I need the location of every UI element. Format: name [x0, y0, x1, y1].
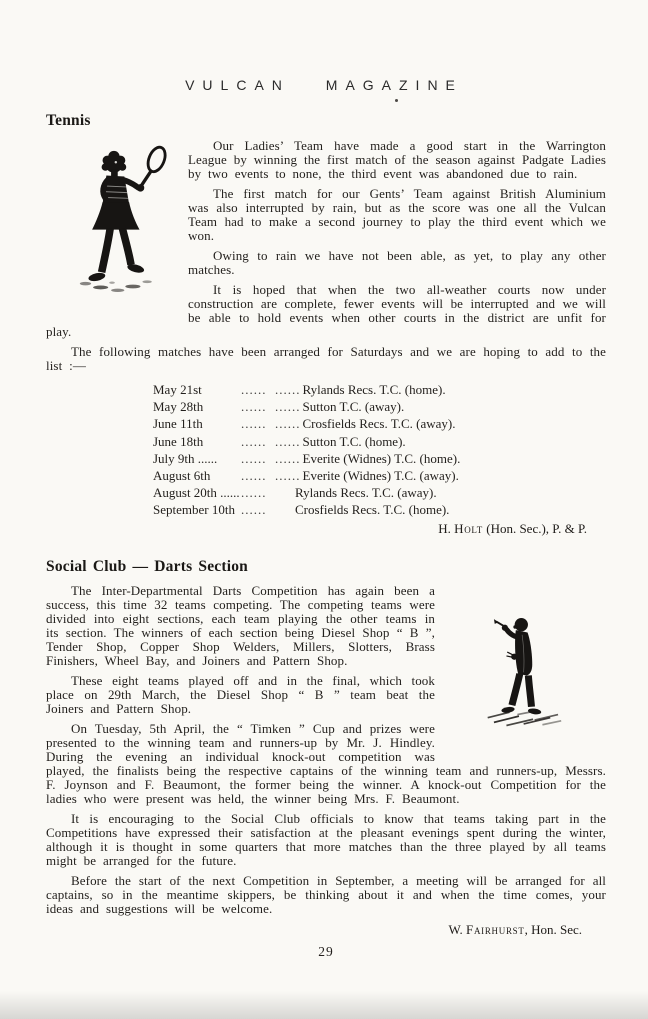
fixture-list [153, 381, 606, 519]
page-edge-shadow [0, 991, 648, 1019]
page-number: 29 [318, 943, 334, 959]
tennis-paragraph: The following matches have been arranged for Saturdays and we are hoping to add to the list :— [46, 344, 606, 373]
fixture-row [153, 484, 606, 501]
fixture-row [153, 433, 606, 450]
fixture-date: May 21st [153, 382, 202, 397]
tennis-paragraph: The first match for our Gents’ Team against British Aluminium was also interrupted by rain, but as the score was one all the Vulcan Team had to make a second journey to play the third event which we won. [188, 186, 606, 243]
darts-paragraph: The Inter-Departmental Darts Competition has again been a success, this time 32 teams competing. The competing teams were divided into eight sections, each team playing the other teams in its section. The winners of each section being Diesel Shop “ B ”, Tender Shop, Copper Shop Welders, Millers, Slotters, Brass Finishers, Wheel Bay, and Joiners and Pattern Shop. [46, 582, 435, 668]
fixture-opponent: Everite (Widnes) T.C. (away). [302, 468, 459, 484]
signature-role: , Hon. Sec. [524, 921, 582, 937]
tennis-paragraph: It is hoped that when the two all-weather courts now under construction are complete, fewer events will be interrupted and we will be able to hold events when other courts in the district are unfit for play. [46, 282, 606, 339]
signature-initial: W. [448, 921, 463, 937]
dot-leader: ...... ...... [241, 399, 301, 415]
fixture-opponent: Rylands Recs. T.C. (home). [302, 382, 446, 397]
dot-leader: ...... [241, 502, 267, 518]
page-content [0, 112, 648, 960]
fixture-date: August 20th ...... [153, 485, 240, 501]
fixture-date: May 28th [153, 399, 204, 415]
darts-section-heading: Social Club — Darts Section [46, 557, 248, 575]
fixture-row [153, 501, 606, 518]
darts-article [46, 584, 606, 937]
tennis-paragraph: Our Ladies’ Team have made a good start in the Warrington League by winning the first match of the season against Padgate Ladies by two events to none, the third event was abandoned due to rain. [188, 138, 606, 181]
tennis-player-figure [46, 139, 188, 324]
print-artifact-dot [395, 99, 398, 102]
fixture-row [153, 398, 606, 415]
fixture-date: August 6th [153, 468, 211, 484]
tennis-signature [46, 521, 587, 536]
signature-surname: Fairhurst [466, 921, 525, 937]
dot-leader: ...... ...... [241, 450, 301, 466]
signature-role: (Hon. Sec.), P. & P. [486, 520, 587, 536]
fixture-row [153, 450, 606, 467]
magazine-title: VULCAN MAGAZINE [185, 77, 463, 93]
fixture-date: June 11th [153, 416, 203, 432]
fixture-row [153, 415, 606, 432]
fixture-opponent: Crosfields Recs. T.C. (home). [295, 502, 450, 518]
fixture-opponent: Sutton T.C. (away). [302, 399, 405, 415]
darts-player-icon [483, 610, 569, 730]
fixture-date: July 9th ...... [153, 450, 218, 466]
fixture-row [153, 381, 606, 398]
signature-initial: H. [438, 520, 451, 536]
dot-leader: ...... [241, 485, 267, 501]
signature-surname: Holt [454, 520, 483, 536]
dot-leader: ...... ...... [241, 468, 301, 484]
fixture-opponent: Sutton T.C. (home). [302, 433, 406, 449]
darts-signature [46, 922, 582, 937]
tennis-article [46, 139, 606, 536]
darts-paragraph: On Tuesday, 5th April, the “ Timken ” Cup and prizes were presented to the winning team and runners-up by Mr. J. Hindley. During the evening an individual knock-out competition was played, the finalists being the respective captains of the winning team and runners-up, Messrs. F. Joynson and F. Beaumont, the former being the winner. A knock-out Competition for the ladies who were present was held, the winner being Mrs. F. Beaumont. [46, 720, 606, 806]
dot-leader: ...... ...... [241, 416, 301, 432]
fixture-date: September 10th [153, 502, 235, 518]
tennis-section-heading: Tennis [46, 112, 91, 129]
tennis-player-icon [76, 143, 186, 301]
darts-paragraph: These eight teams played off and in the final, which took place on 29th March, the Diesel Shop “ B ” team beat the Joiners and Pattern Shop. [46, 672, 435, 716]
dot-leader: ...... ...... [241, 433, 301, 449]
fixture-opponent: Crosfields Recs. T.C. (away). [302, 416, 456, 432]
fixture-opponent: Rylands Recs. T.C. (away). [295, 485, 437, 501]
darts-player-figure [435, 584, 606, 758]
darts-paragraph: Before the start of the next Competition in September, a meeting will be arranged for all captains, so in the meantime skippers, be thinking about it and when the time comes, your ideas and suggestions will be welcome. [46, 872, 606, 916]
fixture-opponent: Everite (Widnes) T.C. (home). [302, 450, 461, 466]
fixture-date: June 18th [153, 433, 204, 449]
tennis-paragraph: Owing to rain we have not been able, as yet, to play any other matches. [188, 248, 606, 277]
darts-paragraph: It is encouraging to the Social Club officials to know that teams taking part in the Competitions have expressed their satisfaction at the pleasant evenings spent during the winter, although it is thought in some quarters that more matches than the three played by all teams might be arranged for the future. [46, 810, 606, 868]
dot-leader: ...... ...... [241, 382, 301, 397]
fixture-row [153, 467, 606, 484]
